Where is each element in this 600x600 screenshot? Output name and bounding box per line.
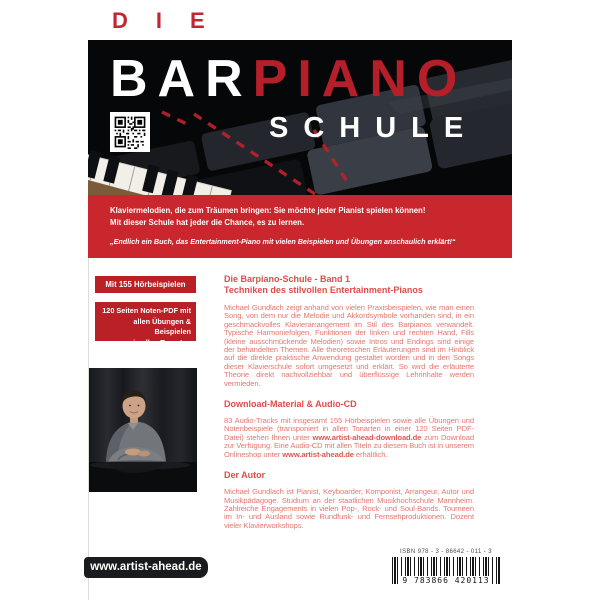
tagline-banner bbox=[88, 195, 512, 258]
ean-digits: 9 783866 420113 bbox=[400, 576, 492, 585]
tagline-line1: Klaviermelodien, die zum Träumen bringen: Sie möchte jeder Pianist spielen können! bbox=[110, 206, 426, 215]
section1-body: Michael Gundlach zeigt anhand von vielen Praxisbeispielen, wie man einen Song, von dem nur die Melodie und Akkordsymbole vorhanden sind, in ein geschmackvolles Klavierarrangement im Stil des Barpianos verwandelt. Typische Harmoniefolgen, Funktionen der linken und rechten Hand, Fills (kleine ausschmückende Melodien) sowie Intros und Endings sind einige der behandelten Themen. Alle theoretischen Erläuterungen sind im Hinblick auf die direkte praktische Anwendung gestaltet worden und in den Songs dieser Klavierschule sofort umgesetzt und erklärt. So wird die erläuterte Theorie direkt nachvollziehbar und überflüssige Lehrinhalte werden vermieden. bbox=[224, 303, 474, 388]
badge-pdf-line2: allen Übungen & Beispielen bbox=[133, 316, 191, 336]
section2-text-1: 83 Audio-Tracks mit insgesamt 155 Hörbeispielen sowie alle Übungen und Notenbeispiele (transponiert in allen Tonarten in einer 120 Seiten PDF-Datei) stehen Ihnen unter bbox=[224, 416, 474, 442]
download-url-text: www.artist-ahead-download.de bbox=[312, 432, 422, 442]
section2-text-3: erhältlich. bbox=[353, 449, 388, 459]
title-piano: PIANO bbox=[252, 50, 468, 108]
section2-body bbox=[224, 417, 474, 459]
title-bar: BAR bbox=[110, 50, 253, 108]
badge-audio-examples: Mit 155 Hörbeispielen bbox=[95, 276, 196, 293]
section2-heading: Download-Material & Audio-CD bbox=[224, 399, 357, 410]
tagline-line2: Mit dieser Schule hat jeder die Chance, es zu lernen. bbox=[110, 218, 305, 227]
badge-pdf-line3: in allen Tonarten bbox=[133, 337, 191, 347]
isbn-barcode bbox=[385, 548, 507, 585]
page-edge-line bbox=[88, 258, 89, 600]
badge-pdf-info bbox=[95, 302, 196, 347]
qr-code-icon bbox=[110, 112, 150, 152]
tagline-quote: „Endlich ein Buch, das Entertainment-Piano mit vielen Beispielen und Übungen anschaulich erklärt!“ bbox=[110, 237, 456, 246]
title-schule: SCHULE bbox=[269, 112, 479, 144]
series-pretitle: DIE bbox=[112, 8, 233, 33]
section1-heading-line1: Die Barpiano-Schule - Band 1 bbox=[224, 274, 351, 284]
section3-heading: Der Autor bbox=[224, 470, 266, 481]
title-block bbox=[88, 40, 512, 195]
author-photo bbox=[88, 368, 197, 492]
section3-body: Michael Gundlach ist Pianist, Keyboarder, Komponist, Arrangeur, Autor und Musikpädagoge. Studium an der staatlichen Musikhochschule Mannheim. Zahlreiche Engagements in vielen Pop-, Rock- und Soul-Bands. Tourneen im In- und Ausland sowie Rundfunk- und Fernsehproduktionen. Dozent vieler Klavierworkshops. bbox=[224, 487, 474, 530]
isbn-label: ISBN 978 - 3 - 86642 - 011 - 3 bbox=[400, 549, 492, 555]
shop-url-text: www.artist-ahead.de bbox=[282, 449, 354, 459]
website-badge: www.artist-ahead.de bbox=[84, 557, 208, 578]
main-title bbox=[110, 50, 468, 108]
description-column bbox=[224, 274, 474, 530]
section1-heading-line2: Techniken des stilvollen Entertainment-Pianos bbox=[224, 285, 423, 295]
section2-text-2: zum Download zur Verfügung. Eine Audio-CD mit allen Titeln zu diesem Buch ist in unserem Onlineshop unter bbox=[224, 432, 474, 459]
badge-pdf-line1: 120 Seiten Noten-PDF mit bbox=[102, 306, 191, 315]
